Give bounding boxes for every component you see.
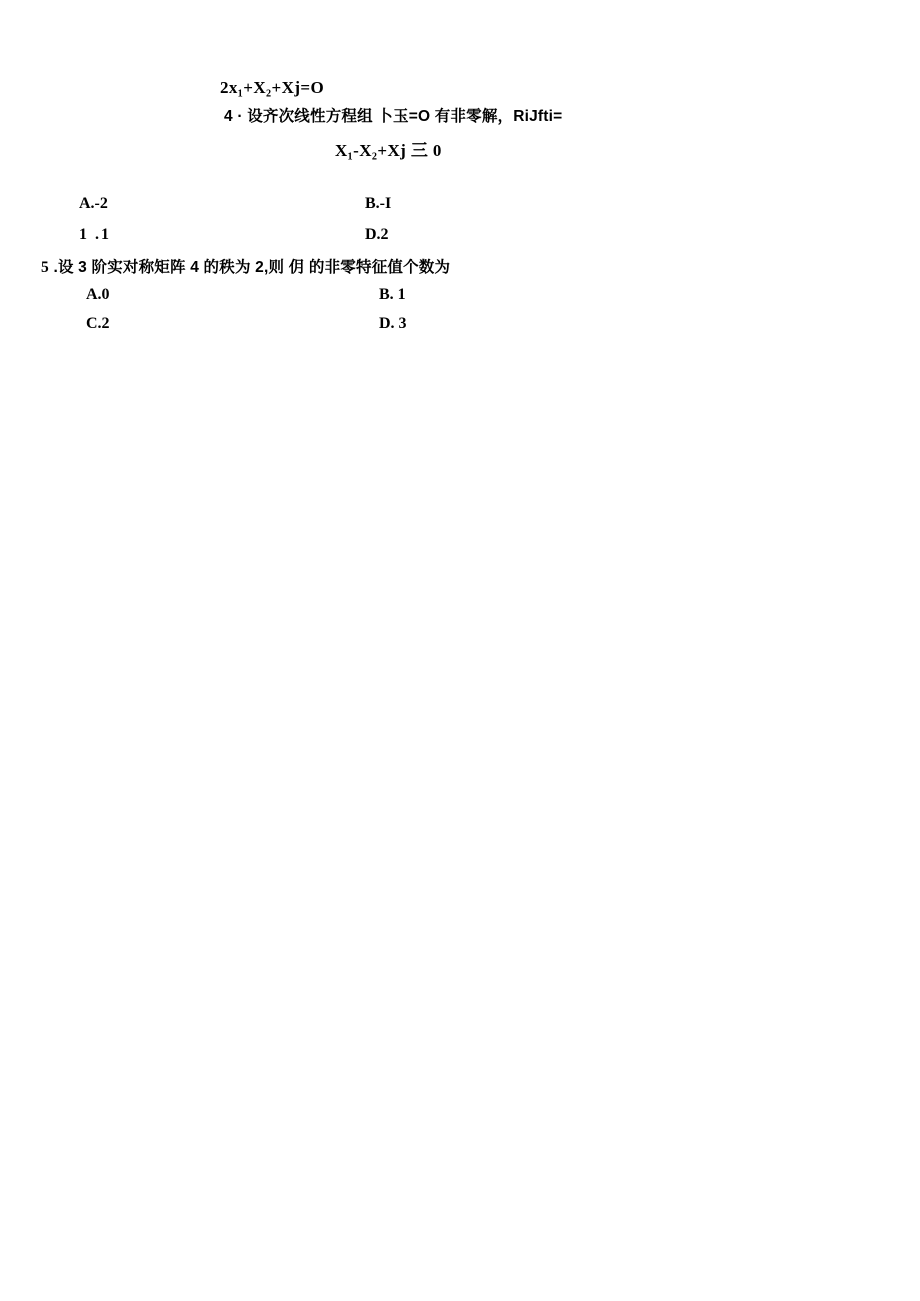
question-5-number: 5: [41, 259, 49, 276]
option-c: 1 .1: [79, 226, 111, 243]
question-4-equation-bottom: [335, 136, 442, 161]
option-b: B. 1: [379, 286, 406, 303]
question-4-stem-text: 4 · 设齐次线性方程组 卜玉=O 有非零解，RiJfti=: [224, 108, 563, 125]
option-d: D.2: [365, 226, 389, 243]
option-a: A.-2: [79, 195, 108, 212]
question-4-equation-top: [220, 78, 324, 98]
equation-bottom-text: X₁-X₂+Xj 三 0: [335, 141, 442, 160]
option-a: A.0: [86, 286, 110, 303]
question-5-stem: [41, 255, 450, 277]
option-b: B.-I: [365, 195, 392, 212]
question-5-stem-text: .设 3 阶实对称矩阵 4 的秩为 2,则 仴 的非零特征值个数为: [53, 259, 451, 276]
equation-top-text: 2x₁+X₂+Xj=O: [220, 78, 325, 97]
option-d: D. 3: [379, 315, 407, 332]
option-c: C.2: [86, 315, 110, 332]
question-4-stem: [224, 104, 562, 126]
